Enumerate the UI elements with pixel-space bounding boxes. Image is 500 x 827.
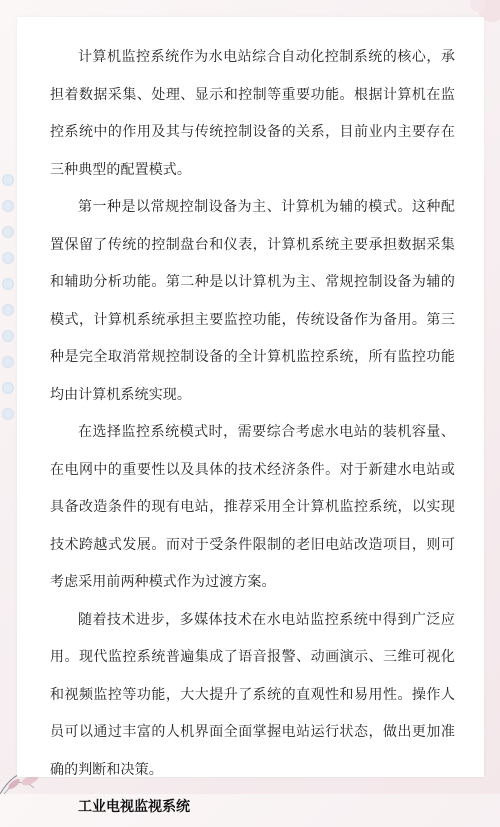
document-content	[50, 39, 455, 827]
document-page	[17, 17, 484, 815]
section-heading: 工业电视监视系统	[78, 799, 190, 815]
paragraph-3: 在选择监控系统模式时，需要综合考虑水电站的装机容量、在电网中的重要性以及具体的技术经济条件。对于新建水电站或具备改造条件的现有电站，推荐采用全计算机监控系统，以实现技术跨越式发展。而对于受条件限制的老旧电站改造项目，则可考虑采用前两种模式作为过渡方案。	[50, 424, 455, 590]
paragraph-4: 随着技术进步，多媒体技术在水电站监控系统中得到广泛应用。现代监控系统普遍集成了语音报警、动画演示、三维可视化和视频监控等功能，大大提升了系统的直观性和易用性。操作人员可以通过丰富的人机界面全面掌握电站运行状态，做出更加准确的判断和决策。	[50, 611, 455, 778]
paragraph-2: 第一种是以常规控制设备为主、计算机为辅的模式。这种配置保留了传统的控制盘台和仪表，计算机系统主要承担数据采集和辅助分析功能。第二种是以计算机为主、常规控制设备为辅的模式，计算机系统承担主要监控功能，传统设备作为备用。第三种是完全取消常规控制设备的全计算机监控系统，所有监控功能均由计算机系统实现。	[50, 199, 455, 403]
paragraph-1: 计算机监控系统作为水电站综合自动化控制系统的核心，承担着数据采集、处理、显示和控制等重要功能。根据计算机在监控系统中的作用及其与传统控制设备的关系，目前业内主要存在三种典型的配置模式。	[50, 49, 455, 178]
left-bubble-decoration	[0, 170, 18, 430]
